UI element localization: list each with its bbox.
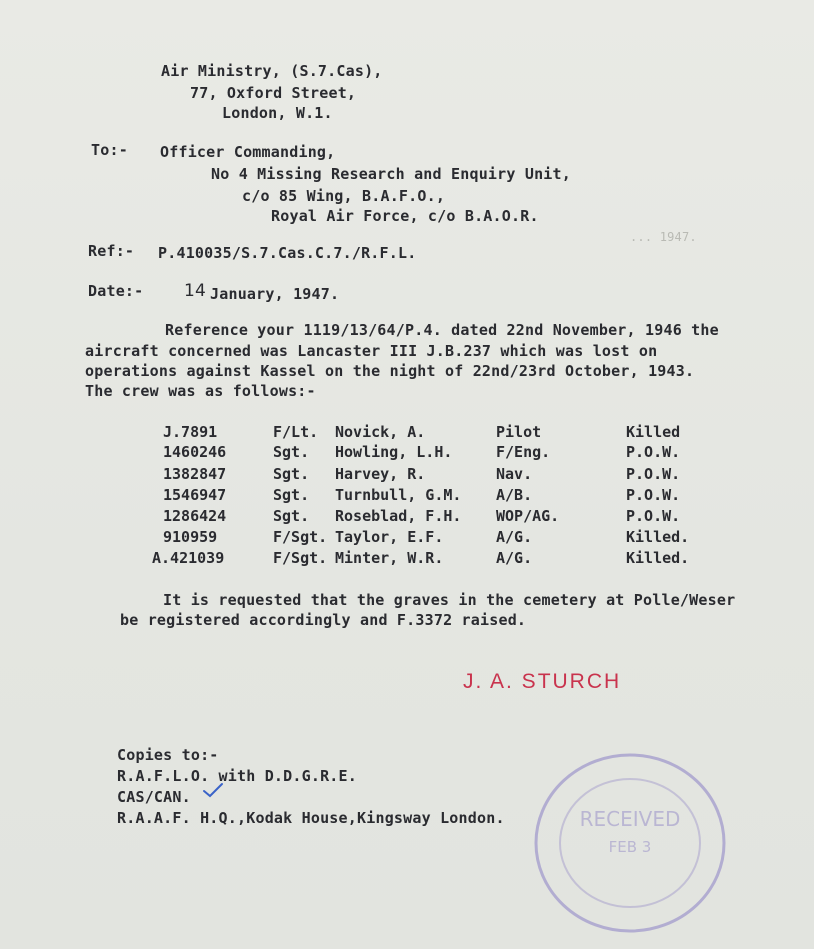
crew-row	[0, 486, 814, 504]
crew-rank: Sgt.	[273, 465, 310, 483]
crew-name: Novick, A.	[335, 423, 426, 441]
crew-rank: F/Sgt.	[273, 549, 328, 567]
date-rest: January, 1947.	[210, 285, 340, 303]
crew-status: Killed.	[626, 549, 690, 567]
recipient-line-4: Royal Air Force, c/o B.A.O.R.	[271, 207, 539, 225]
crew-row	[0, 443, 814, 461]
para1-line-2: aircraft concerned was Lancaster III J.B.237 which was lost on	[85, 342, 658, 360]
date-day-handwritten: 14	[184, 281, 207, 301]
copies-line-1: R.A.F.L.O. with D.D.G.R.E.	[117, 767, 357, 785]
stamp-word: RECEIVED	[579, 807, 681, 831]
crew-rank: F/Sgt.	[273, 528, 328, 546]
crew-status: P.O.W.	[626, 486, 681, 504]
crew-number: 1286424	[163, 507, 227, 525]
crew-role: A/G.	[496, 528, 533, 546]
header-line-1: Air Ministry, (S.7.Cas),	[161, 62, 383, 80]
crew-role: F/Eng.	[496, 443, 551, 461]
crew-row	[0, 465, 814, 483]
check-tick-icon	[202, 782, 224, 798]
crew-status: P.O.W.	[626, 465, 681, 483]
crew-status: Killed	[626, 423, 681, 441]
crew-rank: Sgt.	[273, 443, 310, 461]
crew-status: P.O.W.	[626, 443, 681, 461]
para2-line-1: It is requested that the graves in the cemetery at Polle/Weser	[163, 591, 736, 609]
crew-name: Taylor, E.F.	[335, 528, 444, 546]
para1-line-4: The crew was as follows:-	[85, 382, 316, 400]
header-line-2: 77, Oxford Street,	[190, 84, 357, 102]
crew-name: Turnbull, G.M.	[335, 486, 462, 504]
crew-row	[0, 528, 814, 546]
crew-number: A.421039	[152, 549, 225, 567]
ref-value: P.410035/S.7.Cas.C.7./R.F.L.	[158, 244, 417, 262]
ref-label: Ref:-	[88, 242, 135, 260]
crew-status: Killed.	[626, 528, 690, 546]
crew-name: Howling, L.H.	[335, 443, 453, 461]
recipient-line-1: Officer Commanding,	[160, 143, 336, 161]
crew-role: Nav.	[496, 465, 533, 483]
crew-rank: Sgt.	[273, 507, 310, 525]
crew-role: WOP/AG.	[496, 507, 560, 525]
header-line-3: London, W.1.	[222, 104, 333, 122]
para1-line-1: Reference your 1119/13/64/P.4. dated 22nd November, 1946 the	[165, 321, 719, 339]
crew-number: 1546947	[163, 486, 227, 504]
crew-role: A/B.	[496, 486, 533, 504]
faded-note: ... 1947.	[630, 230, 697, 244]
copies-line-2: CAS/CAN.	[117, 788, 191, 806]
stamp-date: FEB 3	[608, 838, 652, 856]
crew-name: Roseblad, F.H.	[335, 507, 462, 525]
received-stamp	[530, 748, 730, 938]
copies-label: Copies to:-	[117, 746, 219, 764]
crew-number: 1382847	[163, 465, 227, 483]
crew-name: Minter, W.R.	[335, 549, 444, 567]
crew-name: Harvey, R.	[335, 465, 426, 483]
to-label: To:-	[91, 141, 128, 159]
crew-row	[0, 549, 814, 567]
recipient-line-2: No 4 Missing Research and Enquiry Unit,	[211, 165, 571, 183]
para1-line-3: operations against Kassel on the night of 22nd/23rd October, 1943.	[85, 362, 695, 380]
crew-row	[0, 507, 814, 525]
crew-role: A/G.	[496, 549, 533, 567]
signature-stamp: J. A. STURCH	[463, 670, 622, 693]
para2-line-2: be registered accordingly and F.3372 raised.	[120, 611, 527, 629]
crew-number: J.7891	[163, 423, 218, 441]
crew-number: 1460246	[163, 443, 227, 461]
crew-rank: F/Lt.	[273, 423, 319, 441]
crew-role: Pilot	[496, 423, 542, 441]
crew-status: P.O.W.	[626, 507, 681, 525]
copies-line-3: R.A.A.F. H.Q.,Kodak House,Kingsway London.	[117, 809, 505, 827]
recipient-line-3: c/o 85 Wing, B.A.F.O.,	[242, 187, 446, 205]
crew-row	[0, 423, 814, 441]
date-label: Date:-	[88, 282, 144, 300]
crew-number: 910959	[163, 528, 218, 546]
crew-rank: Sgt.	[273, 486, 310, 504]
